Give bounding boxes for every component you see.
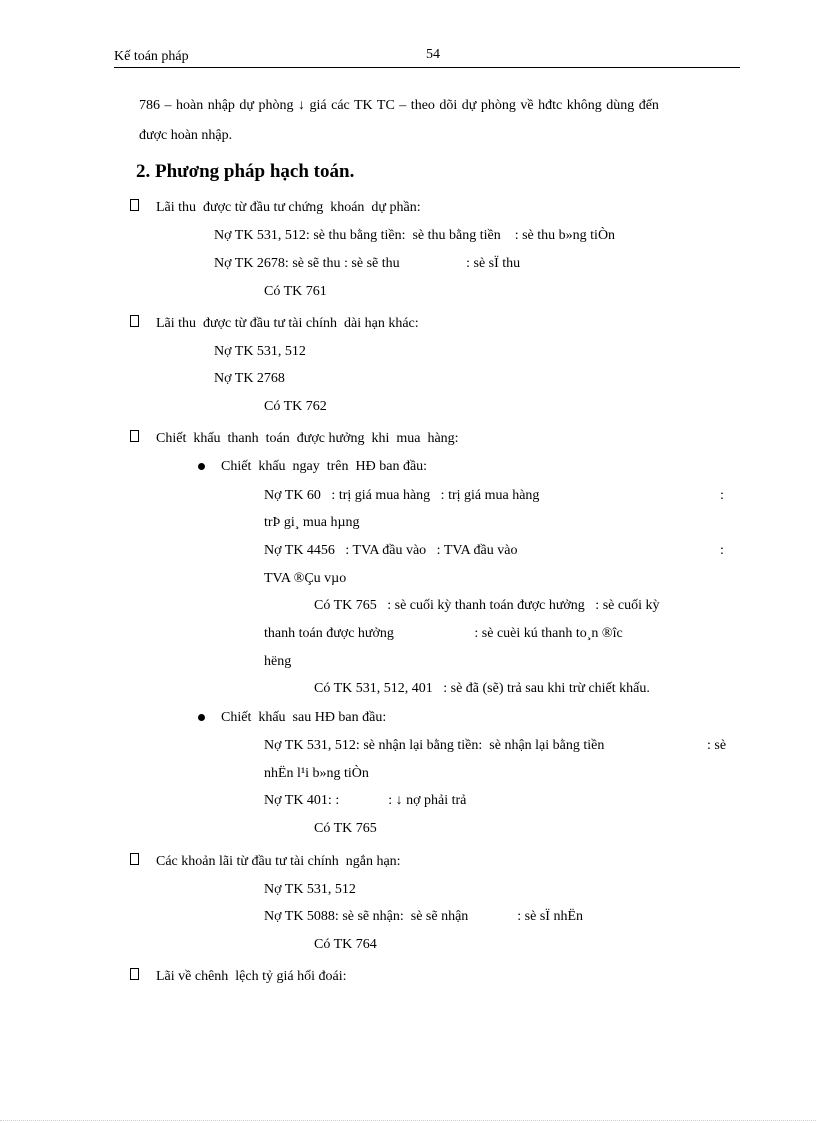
subsection-2-line-3: Nợ TK 401: : : ↓ nợ phải trả xyxy=(264,793,467,808)
checkbox-bullet-icon xyxy=(130,968,139,980)
section-4-line-3: Có TK 764 xyxy=(314,937,377,952)
checkbox-bullet-icon xyxy=(130,430,139,442)
section-2-title: Lãi thu được từ đầu tư tài chính dài hạn khác: xyxy=(156,316,419,331)
section-4-line-1: Nợ TK 531, 512 xyxy=(264,882,356,897)
section-1-line-3: Có TK 761 xyxy=(264,284,327,299)
intro-line-2: được hoàn nhập. xyxy=(139,128,233,143)
checkbox-bullet-icon xyxy=(130,315,139,327)
subsection-1-line-2: trÞ gi¸ mua hµng xyxy=(264,515,360,530)
checkbox-bullet-icon xyxy=(130,853,139,865)
section-4-line-2: Nợ TK 5088: sè sẽ nhận: sè sẽ nhận : sè sÏ nhËn xyxy=(264,909,583,924)
section-1-line-2: Nợ TK 2678: sè sẽ thu : sè sẽ thu : sè sÏ thu xyxy=(214,256,521,271)
subsection-2-line-1-tail: : sè xyxy=(707,738,727,753)
header-rule xyxy=(114,67,740,68)
section-2-line-2: Nợ TK 2768 xyxy=(214,371,285,386)
subsection-1-line-3: Nợ TK 4456 : TVA đầu vào : TVA đầu vào xyxy=(264,543,518,558)
section-1-title: Lãi thu được từ đầu tư chứng khoán dự phần: xyxy=(156,200,421,215)
subsection-2-line-1: Nợ TK 531, 512: sè nhận lại bằng tiền: sè nhận lại bằng tiền xyxy=(264,738,605,753)
subsection-1-line-8: Có TK 531, 512, 401 : sè đã (sẽ) trả sau khi trừ chiết khấu. xyxy=(314,681,650,696)
page-bottom-edge xyxy=(0,1120,816,1121)
section-4-title: Các khoản lãi từ đầu tư tài chính ngắn hạn: xyxy=(156,854,401,869)
subsection-2-line-4: Có TK 765 xyxy=(314,821,377,836)
bullet-dot-icon xyxy=(198,714,205,721)
section-3-title: Chiết khấu thanh toán được hưởng khi mua hàng: xyxy=(156,431,459,446)
subsection-1-title: Chiết khấu ngay trên HĐ ban đầu: xyxy=(221,459,428,474)
subsection-1-line-7: hëng xyxy=(264,654,292,669)
subsection-1-line-6: thanh toán được hưởng : sè cuèi kú thanh to¸n ®îc xyxy=(264,626,623,641)
header-title: Kế toán pháp xyxy=(114,49,189,64)
section-5-title: Lãi về chênh lệch tỷ giá hối đoái: xyxy=(156,969,347,984)
checkbox-bullet-icon xyxy=(130,199,139,211)
subsection-2-line-2: nhËn l¹i b»ng tiÒn xyxy=(264,766,369,781)
section-2-line-1: Nợ TK 531, 512 xyxy=(214,344,306,359)
subsection-1-line-4: TVA ®Çu vµo xyxy=(264,571,347,586)
section-1-line-1: Nợ TK 531, 512: sè thu bằng tiền: sè thu bằng tiền : sè thu b»ng tiÒn xyxy=(214,228,616,243)
page-number: 54 xyxy=(426,47,440,62)
subsection-1-line-1: Nợ TK 60 : trị giá mua hàng : trị giá mua hàng xyxy=(264,488,540,503)
subsection-1-line-3-tail: : xyxy=(720,543,724,558)
intro-line-1: 786 – hoàn nhập dự phòng ↓ giá các TK TC – theo dõi dự phòng về hđtc không dùng đến xyxy=(139,98,659,113)
subsection-1-line-1-tail: : xyxy=(720,488,724,503)
subsection-2-title: Chiết khấu sau HĐ ban đầu: xyxy=(221,710,387,725)
subsection-1-line-5: Có TK 765 : sè cuối kỳ thanh toán được hưởng : sè cuối kỳ xyxy=(314,598,660,613)
section-heading: 2. Phương pháp hạch toán. xyxy=(136,161,355,182)
bullet-dot-icon xyxy=(198,463,205,470)
section-2-line-3: Có TK 762 xyxy=(264,399,327,414)
